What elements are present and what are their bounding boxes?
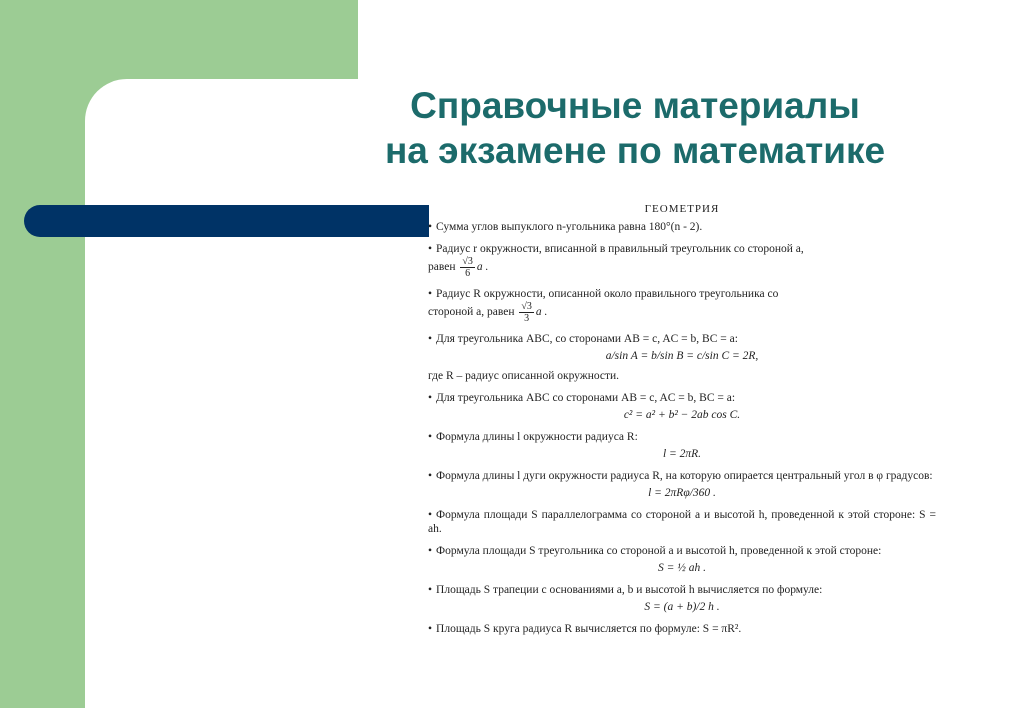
formula-note: где R – радиус описанной окружности. (428, 370, 620, 382)
formula: a/sin A = b/sin B = c/sin C = 2R, (605, 350, 759, 362)
formula: l = 2πR. (662, 448, 702, 460)
list-item: • Для треугольника ABC со сторонами AB = c, AC = b, BC = a: c² = a² + b² − 2ab cos C. (428, 391, 936, 422)
list-item: • Площадь S трапеции с основаниями a, b и высотой h вычисляется по формуле: S = (a + b)/2 h . (428, 583, 936, 614)
fraction: $\frac{√3}{3}$ (521, 301, 532, 324)
list-item: • Для треугольника ABC, со сторонами AB = c, AC = b, BC = a: a/sin A = b/sin B = c/sin C = 2R, где R – радиус описанной окружности. (428, 332, 936, 383)
reference-document-scan (428, 200, 936, 708)
formula: S = ½ ah . (657, 562, 706, 574)
slide-title (330, 83, 940, 173)
list-item: • Радиус R окружности, описанной около правильного треугольника со стороной a, равен $\frac{√3}{3}$ a . (428, 288, 779, 324)
slide-title-line-1: Справочные материалы (410, 85, 860, 126)
list-item: • Площадь S круга радиуса R вычисляется по формуле: S = πR². (428, 623, 742, 635)
navy-accent-bar (24, 205, 429, 237)
formula: S = (a + b)/2 h . (644, 601, 720, 613)
slide-title-line-2: на экзамене по математике (384, 130, 886, 171)
list-item: • Сумма углов выпуклого n-угольника равна 180°(n - 2). (428, 221, 703, 233)
formula: l = 2πRφ/360 . (648, 487, 716, 499)
document-heading: ГЕОМЕТРИЯ (644, 203, 720, 215)
formula: c² = a² + b² − 2ab cos C. (623, 409, 741, 421)
fraction: $\frac{√3}{6}$ (462, 256, 473, 279)
list-item: • Формула площади S треугольника со стороной a и высотой h, проведенной к этой стороне: S = ½ ah . (428, 544, 936, 575)
list-item: • Формула длины l окружности радиуса R: l = 2πR. (428, 430, 936, 461)
list-item: • Радиус r окружности, вписанной в правильный треугольник со стороной a, равен $\frac{√3}{6}$ a . (428, 243, 804, 279)
list-item: • Формула площади S параллелограмма со стороной a и высотой h, проведенной к этой стороне: S = ah. (428, 509, 936, 535)
list-item: • Формула длины l дуги окружности радиуса R, на которую опирается центральный угол в φ градусов: l = 2πRφ/360 . (428, 469, 936, 500)
